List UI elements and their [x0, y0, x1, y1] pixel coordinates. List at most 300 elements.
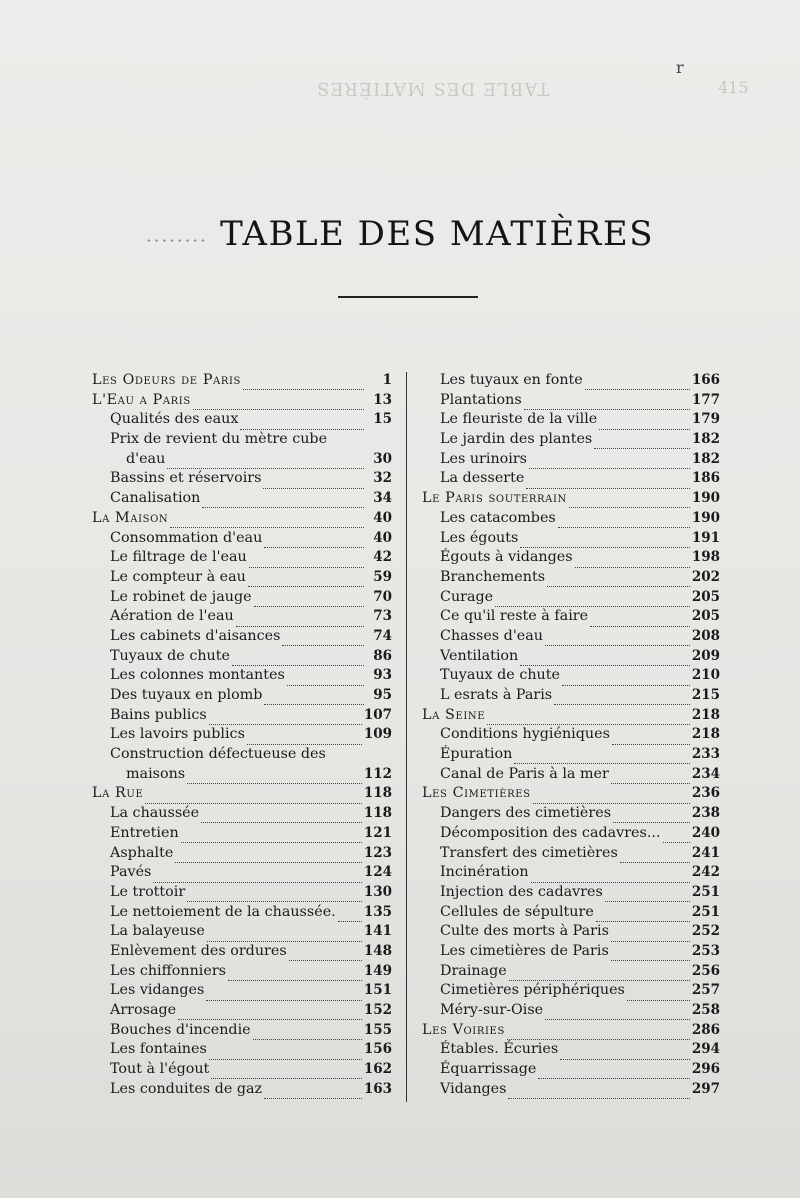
toc-entry — [422, 745, 720, 765]
toc-entry — [422, 765, 720, 785]
toc-entry — [92, 627, 392, 647]
toc-page-number: 234 — [691, 765, 720, 782]
toc-entry — [422, 863, 720, 883]
toc-page-number: 95 — [373, 687, 392, 703]
toc-entry — [92, 666, 392, 686]
toc-entry-label: Incinération — [440, 864, 529, 881]
dot-leader — [209, 1047, 362, 1060]
toc-page-number: 73 — [373, 608, 392, 625]
dot-leader — [507, 1027, 690, 1040]
toc-entry — [92, 410, 392, 430]
toc-entry-label: Construction défectueuse des — [110, 746, 326, 763]
dot-leader — [545, 1007, 690, 1020]
dot-leader — [599, 417, 690, 430]
toc-page-number: 182 — [691, 450, 720, 467]
toc-entry-label: Chasses d'eau — [440, 627, 543, 644]
dot-leader — [175, 850, 361, 863]
toc-entry — [92, 883, 392, 903]
toc-page-number: 32 — [373, 470, 392, 487]
toc-entry-label: Consommation d'eau — [110, 529, 263, 546]
dot-leader — [232, 653, 364, 666]
toc-entry — [422, 607, 720, 627]
toc-entry-label: Branchements — [440, 568, 546, 585]
dot-leader — [211, 1066, 362, 1079]
toc-entry-label: Les chiffonniers — [110, 962, 227, 979]
toc-section-entry — [92, 509, 392, 529]
toc-entry — [92, 1001, 392, 1021]
toc-entry-label: Plantations — [440, 391, 522, 408]
toc-page-number: 130 — [363, 883, 392, 900]
dot-leader — [520, 535, 689, 548]
toc-entry-label: Les Odeurs de Paris — [92, 372, 242, 388]
dot-leader — [247, 732, 362, 745]
dot-leader — [495, 594, 690, 607]
toc-entry-label: La chaussée — [110, 805, 200, 822]
dot-leader — [201, 810, 362, 823]
toc-entry — [422, 903, 720, 923]
toc-entry-label: Transfert des cimetières — [440, 844, 618, 861]
dot-leader — [526, 476, 689, 489]
toc-entry — [422, 469, 720, 489]
dot-leader — [264, 692, 364, 705]
title-rule — [338, 296, 478, 298]
toc-page-number: 218 — [691, 726, 720, 743]
toc-entry — [92, 548, 392, 568]
toc-entry — [422, 844, 720, 864]
toc-entry — [92, 804, 392, 824]
toc-entry — [422, 529, 720, 549]
toc-entry — [92, 529, 392, 549]
toc-entry — [92, 745, 392, 765]
toc-entry-label: L'Eau a Paris — [92, 391, 191, 408]
toc-entry — [92, 725, 392, 745]
toc-entry-label: Le trottoir — [110, 883, 186, 900]
dot-leader — [236, 614, 364, 627]
toc-page-number: 240 — [691, 824, 720, 841]
toc-page-number: 238 — [691, 805, 720, 822]
toc-entry-label: Le Paris souterrain — [422, 490, 567, 507]
dot-leader — [545, 633, 690, 646]
toc-section-entry — [92, 391, 392, 411]
dot-leader — [514, 751, 690, 764]
dot-leader — [562, 673, 690, 686]
toc-page-number: 241 — [691, 844, 720, 861]
dot-leader — [569, 495, 690, 508]
toc-page-number: 118 — [363, 805, 392, 822]
toc-section-entry — [92, 371, 392, 391]
dot-leader — [254, 594, 364, 607]
toc-page-number: 198 — [691, 549, 720, 566]
toc-entry — [422, 568, 720, 588]
dot-leader — [612, 732, 690, 745]
dot-leader — [487, 712, 690, 725]
dot-leader — [558, 515, 690, 528]
toc-page-number: 40 — [373, 529, 392, 546]
toc-page-number: 242 — [691, 864, 720, 881]
toc-entry-label: Les Cimetières — [422, 785, 531, 802]
toc-entry-label: Les urinoirs — [440, 450, 528, 467]
toc-entry — [422, 627, 720, 647]
toc-section-entry — [422, 489, 720, 509]
toc-entry — [92, 903, 392, 923]
toc-entry-label: Les fontaines — [110, 1041, 207, 1058]
toc-entry — [422, 1080, 720, 1100]
toc-entry — [92, 942, 392, 962]
toc-page-number: 286 — [691, 1021, 720, 1038]
dot-leader — [533, 791, 690, 804]
toc-entry-label: Le jardin des plantes — [440, 431, 593, 448]
title-leader: ........ — [146, 225, 208, 247]
toc-entry-label: Étables. Écuries — [440, 1041, 559, 1058]
toc-entry-label: Bassins et réservoirs — [110, 470, 262, 487]
dot-leader — [611, 771, 690, 784]
dot-leader — [240, 417, 364, 430]
toc-page-number: 297 — [691, 1080, 720, 1097]
toc-entry-label: Équarrissage — [440, 1061, 537, 1078]
toc-page-number: 253 — [691, 942, 720, 959]
toc-entry — [92, 981, 392, 1001]
toc-page-number: 205 — [691, 608, 720, 625]
toc-entry — [422, 391, 720, 411]
toc-entry — [422, 588, 720, 608]
dot-leader — [328, 752, 364, 764]
dot-leader — [509, 968, 690, 981]
toc-right-column — [422, 371, 720, 1099]
toc-page-number: 258 — [691, 1002, 720, 1018]
dot-leader — [253, 1027, 362, 1040]
toc-page-number: 210 — [691, 667, 720, 684]
toc-page-number: 141 — [363, 923, 392, 940]
toc-entry-label: Vidanges — [440, 1080, 507, 1097]
toc-entry-label: Ce qu'il reste à faire — [440, 608, 589, 625]
dot-leader — [538, 1066, 689, 1079]
dot-leader — [613, 810, 690, 823]
bleed-through-text: TABLE DES MATIÈRES — [316, 78, 550, 99]
toc-entry-label: Les vidanges — [110, 982, 205, 999]
title-text: TABLE DES MATIÈRES — [220, 214, 654, 254]
toc-entry-label: Tout à l'égout — [110, 1061, 210, 1078]
toc-entry-label: Canalisation — [110, 490, 201, 507]
dot-leader — [264, 535, 364, 548]
toc-page-number: 148 — [363, 942, 392, 959]
toc-entry-label: Conditions hygiéniques — [440, 726, 610, 743]
dot-leader — [178, 1007, 362, 1020]
toc-entry-label: Le compteur à eau — [110, 568, 246, 585]
dot-leader — [611, 948, 690, 961]
toc-entry — [422, 725, 720, 745]
toc-page-number: 109 — [363, 726, 392, 743]
dot-leader — [289, 948, 362, 961]
toc-entry — [92, 430, 392, 450]
toc-page-number: 93 — [373, 667, 392, 684]
toc-section-entry — [422, 784, 720, 804]
toc-entry — [422, 1040, 720, 1060]
toc-page-number: 162 — [363, 1061, 392, 1078]
toc-entry — [92, 706, 392, 726]
toc-page-number: 190 — [691, 509, 720, 526]
toc-entry — [422, 962, 720, 982]
toc-section-entry — [92, 784, 392, 804]
toc-entry — [422, 686, 720, 706]
toc-entry-label: Le fleuriste de la ville — [440, 411, 598, 428]
toc-page-number: 151 — [363, 982, 392, 999]
toc-page-number: 34 — [373, 490, 392, 507]
dot-leader — [249, 555, 364, 568]
toc-entry-label: L esrats à Paris — [440, 687, 553, 703]
dot-leader — [520, 653, 690, 666]
toc-entry-label: Les colonnes montantes — [110, 667, 285, 684]
toc-page-number: 296 — [691, 1061, 720, 1078]
toc-entry-label: La desserte — [440, 470, 525, 487]
toc-entry — [422, 1060, 720, 1080]
toc-page-number: 257 — [691, 982, 720, 999]
toc-entry — [92, 450, 392, 470]
toc-entry-label: La Maison — [92, 509, 169, 526]
toc-page-number: 256 — [691, 962, 720, 979]
toc-entry-label: Les Voiries — [422, 1021, 505, 1038]
dot-leader — [663, 830, 690, 843]
toc-entry — [422, 942, 720, 962]
toc-page-number: 13 — [373, 391, 392, 408]
toc-entry — [92, 588, 392, 608]
toc-entry — [422, 922, 720, 942]
toc-entry-label: Cellules de sépulture — [440, 903, 594, 920]
dot-leader — [560, 1047, 690, 1060]
toc-entry — [422, 804, 720, 824]
toc-entry — [92, 824, 392, 844]
toc-page-number: 156 — [363, 1041, 392, 1058]
toc-page-number: 74 — [373, 627, 392, 644]
toc-page-number: 107 — [363, 706, 392, 723]
toc-entry — [92, 647, 392, 667]
toc-page-number: 251 — [691, 903, 720, 920]
toc-entry — [422, 666, 720, 686]
dot-leader — [187, 889, 362, 902]
toc-left-column — [92, 371, 392, 1099]
toc-entry — [92, 1060, 392, 1080]
toc-page-number: 179 — [691, 411, 720, 428]
toc-page-number: 30 — [373, 450, 392, 467]
toc-entry-label: Prix de revient du mètre cube — [110, 431, 328, 448]
dot-leader — [206, 988, 361, 1001]
toc-page-number: 252 — [691, 923, 720, 940]
toc-entry-label: Canal de Paris à la mer — [440, 765, 609, 782]
toc-section-entry — [422, 706, 720, 726]
toc-entry-label: Drainage — [440, 962, 507, 979]
toc-entry-label: Injection des cadavres — [440, 883, 603, 900]
dot-leader — [181, 830, 362, 843]
dot-leader — [585, 377, 690, 390]
toc-entry — [422, 824, 720, 844]
dot-leader — [243, 377, 364, 390]
toc-entry — [92, 863, 392, 883]
toc-entry-label: Des tuyaux en plomb — [110, 687, 263, 703]
dot-leader — [611, 929, 690, 942]
toc-entry-label: Dangers des cimetières — [440, 805, 612, 822]
column-divider — [406, 372, 407, 1102]
toc-entry-label: Le nettoiement de la chaussée. — [110, 903, 336, 920]
toc-entry-label: Méry-sur-Oise — [440, 1002, 544, 1018]
toc-page-number: 121 — [363, 824, 392, 841]
dot-leader — [338, 909, 362, 922]
toc-page-number: 294 — [691, 1041, 720, 1058]
toc-page-number: 149 — [363, 962, 392, 979]
page-mark: r — [676, 58, 684, 77]
toc-entry — [422, 647, 720, 667]
toc-entry-label: Égouts à vidanges — [440, 549, 573, 566]
toc-entry — [422, 509, 720, 529]
toc-page-number: 40 — [373, 509, 392, 526]
dot-leader — [167, 456, 364, 469]
toc-page-number: 215 — [691, 687, 720, 703]
toc-entry — [92, 568, 392, 588]
dot-leader — [329, 437, 364, 449]
dot-leader — [263, 476, 364, 489]
toc-entry-label: Le robinet de jauge — [110, 588, 252, 605]
toc-entry — [92, 469, 392, 489]
toc-page-number: 205 — [691, 588, 720, 605]
toc-page-number: 70 — [373, 588, 392, 605]
toc-page-number: 118 — [363, 785, 392, 802]
toc-entry-label: Tuyaux de chute — [440, 667, 560, 684]
toc-page-number: 163 — [363, 1080, 392, 1097]
toc-entry — [92, 922, 392, 942]
dot-leader — [590, 614, 690, 627]
toc-entry-label: Entretien — [110, 824, 179, 841]
toc-page-number: 86 — [373, 647, 392, 664]
toc-entry — [422, 410, 720, 430]
dot-leader — [145, 791, 361, 804]
toc-entry-label: Asphalte — [110, 844, 174, 861]
toc-section-entry — [422, 1021, 720, 1041]
toc-entry-label: Les tuyaux en fonte — [440, 372, 583, 388]
toc-entry-label: Les cimetières de Paris — [440, 942, 609, 959]
toc-page-number: 166 — [691, 372, 720, 388]
toc-page-number: 186 — [691, 470, 720, 487]
dot-leader — [287, 673, 364, 686]
dot-leader — [170, 515, 364, 528]
toc-entry-label: Pavés — [110, 864, 152, 881]
toc-entry — [422, 450, 720, 470]
toc-page-number: 251 — [691, 883, 720, 900]
toc-entry-label: Arrosage — [110, 1002, 177, 1018]
dot-leader — [282, 633, 364, 646]
toc-entry-label: La balayeuse — [110, 923, 205, 940]
toc-entry-label: La Seine — [422, 706, 486, 723]
toc-page-number: 42 — [373, 549, 392, 566]
dot-leader — [627, 988, 690, 1001]
page-title — [0, 214, 800, 254]
toc-entry-label: Épuration — [440, 746, 513, 763]
toc-entry-label: La Rue — [92, 785, 144, 802]
toc-entry — [92, 489, 392, 509]
toc-page-number: 191 — [691, 529, 720, 546]
toc-entry-label: Curage — [440, 588, 494, 605]
dot-leader — [596, 909, 690, 922]
dot-leader — [605, 889, 690, 902]
toc-entry-label: Les lavoirs publics — [110, 726, 245, 743]
toc-entry-label: Les conduites de gaz — [110, 1080, 263, 1097]
dot-leader — [554, 692, 690, 705]
toc-entry — [92, 765, 392, 785]
toc-entry — [422, 981, 720, 1001]
dot-leader — [209, 712, 362, 725]
toc-page-number: 59 — [373, 568, 392, 585]
toc-page-number: 236 — [691, 785, 720, 802]
toc-page-number: 233 — [691, 746, 720, 763]
toc-page-number: 112 — [363, 765, 392, 782]
dot-leader — [531, 870, 690, 883]
toc-page-number: 135 — [363, 903, 392, 920]
toc-entry — [92, 1080, 392, 1100]
toc-page-number: 15 — [373, 411, 392, 428]
dot-leader — [524, 397, 690, 410]
dot-leader — [228, 968, 362, 981]
toc-entry-label: d'eau — [126, 450, 166, 467]
toc-page-number: 218 — [691, 706, 720, 723]
toc-page-number: 152 — [363, 1002, 392, 1018]
toc-entry-label: Ventilation — [440, 647, 519, 664]
toc-page-number: 202 — [691, 568, 720, 585]
dot-leader — [153, 870, 361, 883]
toc-entry — [422, 548, 720, 568]
dot-leader — [207, 929, 362, 942]
toc-entry — [422, 883, 720, 903]
toc-entry-label: Tuyaux de chute — [110, 647, 230, 664]
toc-entry — [422, 430, 720, 450]
toc-entry — [92, 962, 392, 982]
toc-entry-label: Décomposition des cadavres... — [440, 824, 661, 841]
toc-page-number: 155 — [363, 1021, 392, 1038]
toc-entry — [92, 844, 392, 864]
dot-leader — [508, 1086, 689, 1099]
toc-entry — [92, 607, 392, 627]
toc-page-number: 1 — [382, 372, 392, 388]
toc-entry-label: Le filtrage de l'eau — [110, 549, 247, 566]
dot-leader — [264, 1086, 362, 1099]
toc-entry — [92, 1021, 392, 1041]
toc-entry-label: Aération de l'eau — [110, 608, 234, 625]
dot-leader — [248, 574, 364, 587]
toc-entry-label: Bouches d'incendie — [110, 1021, 251, 1038]
toc-entry-label: Cimetières périphériques — [440, 982, 625, 999]
toc-page-number: 177 — [691, 391, 720, 408]
bleed-through-page-number: 415 — [718, 78, 749, 97]
dot-leader — [202, 495, 364, 508]
toc-entry-label: Les cabinets d'aisances — [110, 627, 281, 644]
toc-entry — [422, 371, 720, 391]
toc-entry — [92, 1040, 392, 1060]
toc-entry-label: Culte des morts à Paris — [440, 923, 609, 940]
toc-entry-label: Bains publics — [110, 706, 207, 723]
toc-entry-label: Qualités des eaux — [110, 411, 239, 428]
toc-page-number: 124 — [363, 864, 392, 881]
toc-entry-label: Les catacombes — [440, 509, 556, 526]
toc-page-number: 123 — [363, 844, 392, 861]
toc-entry-label: Les égouts — [440, 529, 519, 546]
dot-leader — [187, 771, 362, 784]
toc-entry — [92, 686, 392, 706]
toc-page-number: 208 — [691, 627, 720, 644]
toc-entry-label: maisons — [126, 765, 186, 782]
dot-leader — [594, 436, 690, 449]
dot-leader — [575, 555, 690, 568]
toc-page-number: 209 — [691, 647, 720, 664]
toc-page-number: 182 — [691, 431, 720, 448]
toc-entry — [422, 1001, 720, 1021]
dot-leader — [193, 397, 364, 410]
dot-leader — [529, 456, 690, 469]
